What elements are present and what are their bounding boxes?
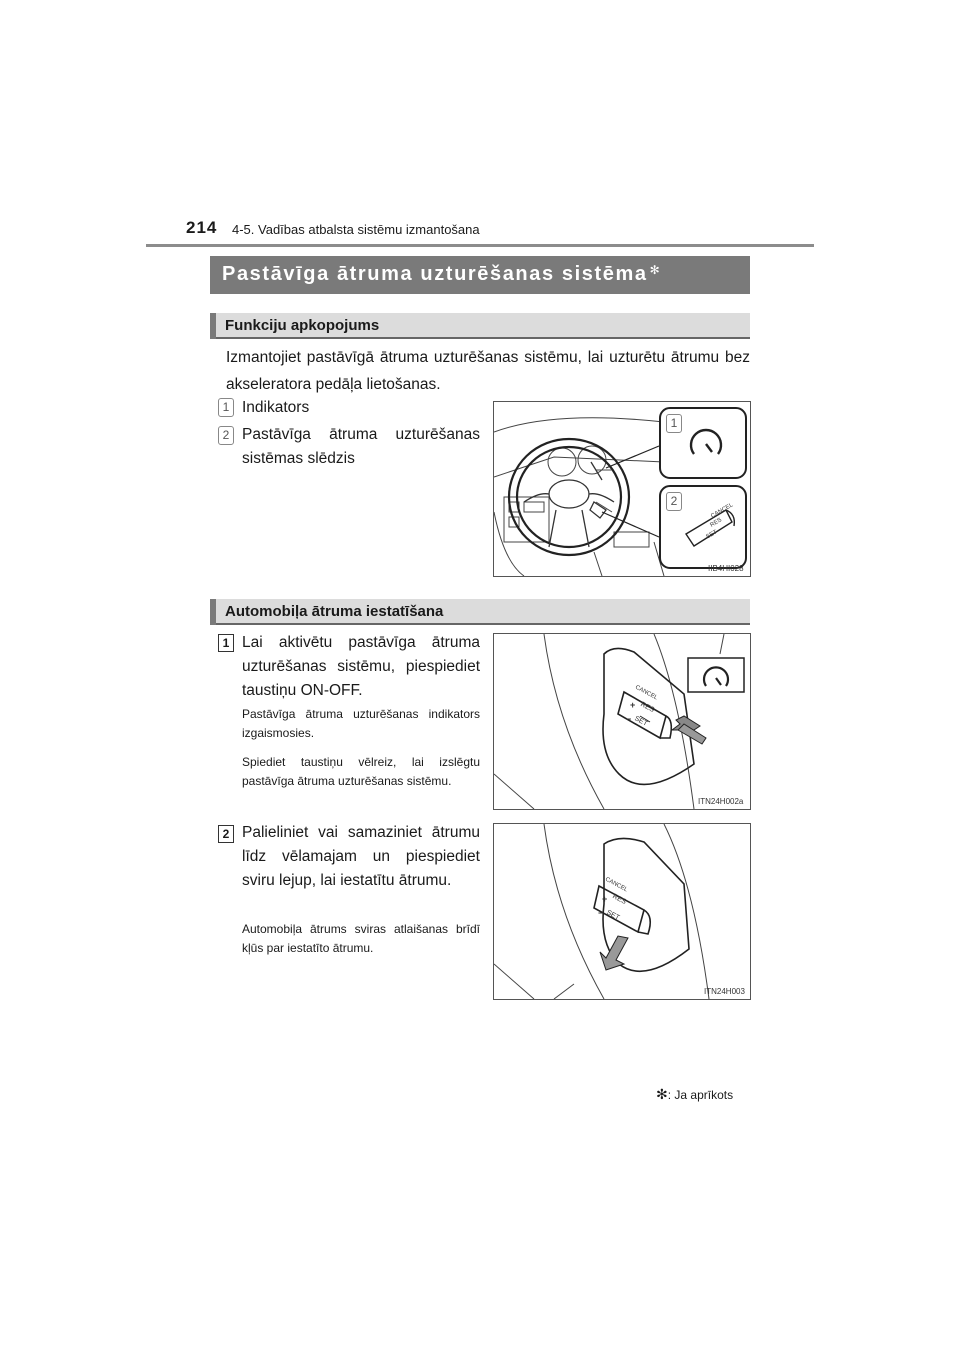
heading-marker xyxy=(210,599,216,625)
lever-on-off-illustration xyxy=(494,634,750,809)
chapter-title: 4-5. Vadības atbalsta sistēmu izmantošana xyxy=(232,222,480,237)
step-1-note-1: Pastāvīga ātruma uzturēšanas indikators izgaismosies. xyxy=(242,707,480,740)
dashboard-figure xyxy=(493,401,751,577)
footnote xyxy=(656,1086,733,1103)
step-2-text: Palieliniet vai samaziniet ātrumu līdz vēlamajam un piespiediet sviru lejup, lai iestatītu ātrumu. xyxy=(242,824,480,889)
lever-set-label: SET xyxy=(705,529,719,541)
asterisk-icon: ✻ xyxy=(649,263,662,277)
item-label-indicator: Indikators xyxy=(242,399,310,416)
section-title: Pastāvīga ātruma uzturēšanas sistēma xyxy=(222,263,648,285)
lever-set-illustration xyxy=(494,824,750,999)
lever-cancel-label: CANCEL xyxy=(604,876,629,894)
step-1-note-2: Spiediet taustiņu vēlreiz, lai izslēgtu pastāvīga ātruma uzturēšanas sistēmu. xyxy=(242,755,480,788)
summary-heading: Funkciju apkopojums xyxy=(225,317,380,334)
figure-code: ITN24H002a xyxy=(698,797,744,806)
lever-set-label: SET xyxy=(605,909,621,922)
summary-heading-bar xyxy=(210,313,750,339)
callout-1: 1 xyxy=(666,414,682,433)
page-number: 214 xyxy=(186,218,218,237)
lever-cancel-label: CANCEL xyxy=(634,684,659,702)
lever-set-figure xyxy=(493,823,751,1000)
lever-cancel-label: CANCEL xyxy=(710,502,735,520)
lever-set-label: SET xyxy=(633,715,649,728)
lever-plus-label: + xyxy=(602,894,608,904)
heading-marker xyxy=(210,313,216,339)
figure-code: ITN24H003 xyxy=(704,987,745,996)
item-label-switch: Pastāvīga ātruma uzturēšanas sistēmas slēdzis xyxy=(242,426,480,467)
speed-heading-bar xyxy=(210,599,750,625)
header-divider xyxy=(146,244,814,247)
lever-on-off-figure xyxy=(493,633,751,810)
dashboard-illustration xyxy=(494,402,750,576)
step-number-2: 2 xyxy=(218,825,234,843)
item-number-2: 2 xyxy=(218,426,234,445)
lever-res-label: RES xyxy=(611,893,628,906)
lever-minus-label: − xyxy=(626,714,632,724)
footnote-text: : Ja aprīkots xyxy=(667,1088,734,1102)
step-number-1: 1 xyxy=(218,634,234,652)
figure-code: IIB4HI028 xyxy=(708,564,744,573)
lever-plus-label: + xyxy=(630,700,636,710)
lever-res-label: RES xyxy=(639,701,656,714)
asterisk-icon: ✻ xyxy=(656,1086,668,1102)
lever-res-label: RES xyxy=(709,517,724,529)
item-number-1: 1 xyxy=(218,398,234,417)
speed-heading: Automobiļa ātruma iestatīšana xyxy=(225,603,444,620)
lever-minus-label: − xyxy=(598,908,604,918)
callout-2: 2 xyxy=(666,492,682,511)
section-title-bar xyxy=(210,256,750,294)
step-2-note-1: Automobiļa ātrums sviras atlaišanas brīdī kļūs par iestatīto ātrumu. xyxy=(242,922,480,955)
step-1-text: Lai aktivētu pastāvīga ātruma uzturēšanas sistēmu, piespiediet taustiņu ON-OFF. xyxy=(242,634,480,699)
intro-paragraph: Izmantojiet pastāvīgā ātruma uzturēšanas sistēmu, lai uzturētu ātrumu bez akseleratora pedāļa lietošanas. xyxy=(226,349,750,393)
